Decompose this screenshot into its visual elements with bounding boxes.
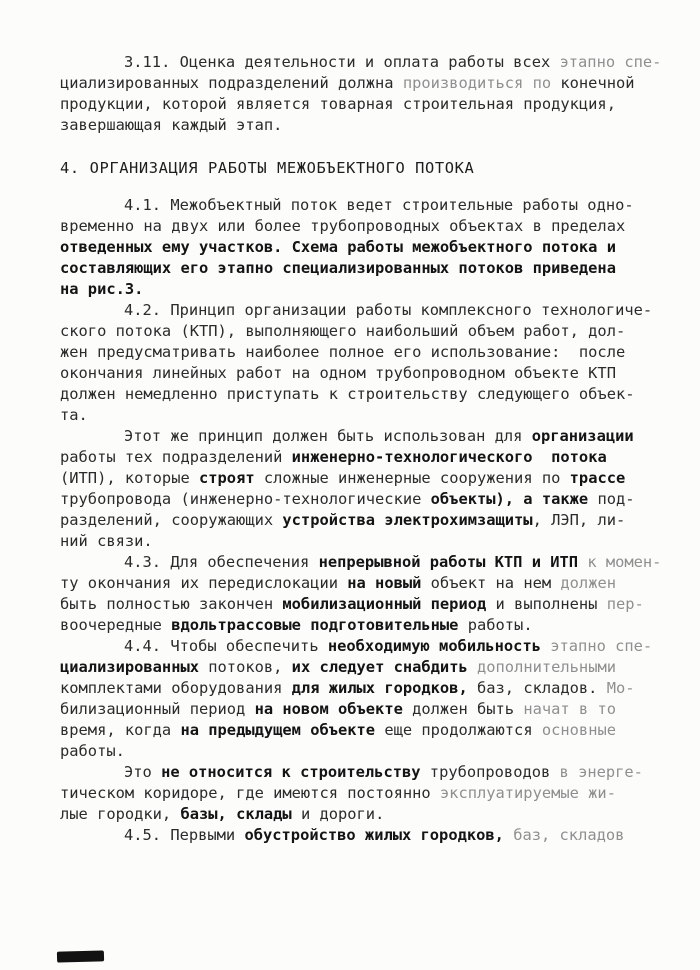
text-segment: баз, складов. [467, 679, 607, 697]
text-segment: 4. ОРГАНИЗАЦИЯ РАБОТЫ МЕЖОБЪЕКТНОГО ПОТОКА [60, 159, 475, 177]
text-line [60, 300, 656, 321]
text-segment: работы тех подразделений [60, 448, 292, 466]
text-line [60, 573, 656, 594]
faded-text-segment: основные [541, 721, 616, 739]
faded-text-segment: к момен- [578, 553, 662, 571]
text-segment: Этот же принцип должен быть использован для [124, 427, 532, 445]
text-segment [533, 448, 552, 466]
text-segment: лые городки, [60, 805, 181, 823]
bold-text-segment: для жилых городков, [291, 679, 468, 697]
faded-text-segment: в энерге- [559, 763, 643, 781]
text-segment: 4.2. Принцип организации работы комплексного технологиче- [124, 301, 653, 319]
text-segment: тическом коридоре, где имеются постоянно [60, 784, 440, 802]
text-segment: время, когда [60, 721, 181, 739]
text-line [60, 699, 656, 720]
bold-text-segment: составляющих его этапно специализированных потоков приведена [60, 259, 616, 277]
text-line [60, 678, 656, 699]
faded-text-segment: эксплуатируемые жи- [439, 784, 616, 802]
text-segment: разделений, сооружающих [60, 511, 283, 529]
bold-text-segment: обустройство жилых городков, [244, 826, 504, 844]
paragraph-4-4 [60, 636, 656, 762]
bold-text-segment: отведенных ему участков. Схема работы межобъектного потока и [60, 238, 616, 256]
paragraph-same-principle [60, 426, 656, 552]
text-segment: потоков, [199, 658, 292, 676]
bold-text-segment: необходимую мобильность [327, 637, 541, 655]
faded-text-segment: начат в то [523, 700, 616, 718]
text-segment: Это [124, 763, 162, 781]
text-line [60, 195, 656, 216]
faded-text-segment: этапно спе- [559, 53, 662, 71]
paragraph-not-applicable [60, 762, 656, 825]
bold-text-segment: организации [531, 427, 634, 445]
text-segment: объект на нем [421, 574, 561, 592]
text-segment: и выполнены [486, 595, 607, 613]
paragraph-3-11 [60, 52, 662, 136]
text-segment: 4.1. Межобъектный поток ведет строительные работы одно- [124, 196, 634, 214]
bold-text-segment: потока [551, 448, 607, 466]
text-segment: (ИТП), которые [60, 469, 199, 487]
text-segment: окончания линейных работ на одном трубопроводном объекте КТП [60, 364, 616, 382]
text-line [60, 552, 662, 573]
text-segment: , ЛЭП, ли- [532, 511, 626, 529]
text-line [60, 468, 656, 489]
bold-text-segment: их следует снабдить [291, 658, 468, 676]
bold-text-segment: на новый [347, 574, 422, 592]
text-line [60, 237, 656, 258]
ink-mark [57, 950, 104, 962]
text-line [60, 447, 656, 468]
faded-text-segment: производиться по [402, 74, 552, 92]
bold-text-segment: инженерно-технологического [291, 448, 533, 466]
text-segment: быть полностью закончен [60, 595, 283, 613]
bold-text-segment: на новом объекте [254, 700, 403, 718]
text-segment: завершающая каждый этап. [60, 116, 283, 134]
text-line [60, 115, 656, 136]
text-segment: под- [588, 490, 635, 508]
text-segment: еще продолжаются [375, 721, 542, 739]
text-line [60, 762, 656, 783]
text-segment: конечной [551, 74, 635, 92]
text-line [60, 321, 656, 342]
text-segment: ний связи. [60, 532, 153, 550]
document-body [60, 52, 662, 846]
text-line [60, 741, 656, 762]
text-segment: ту окончания их передислокации [60, 574, 348, 592]
bold-text-segment: не относится к строительству [161, 763, 421, 781]
text-segment: циализированных подразделений должна [60, 74, 403, 92]
text-line [60, 657, 656, 678]
bold-text-segment: вдольтрассовые подготовительные [171, 616, 459, 634]
faded-text-segment: должен [560, 574, 616, 592]
text-segment: 3.11. Оценка деятельности и оплата работы всех [124, 53, 560, 71]
bold-text-segment: на предыдущем объекте [180, 721, 376, 739]
bold-text-segment: устройства электрохимзащиты [282, 511, 533, 529]
text-segment: комплектами оборудования [60, 679, 292, 697]
text-line [60, 615, 656, 636]
text-segment: та. [60, 406, 88, 424]
text-line [60, 52, 662, 73]
text-line [60, 279, 656, 300]
text-segment: временно на двух или более трубопроводных объектах в пределах [60, 217, 626, 235]
text-line [60, 531, 656, 552]
text-line [60, 804, 656, 825]
text-line [60, 720, 656, 741]
text-segment: работы. [458, 616, 533, 634]
text-line [60, 426, 656, 447]
text-line [60, 73, 656, 94]
faded-text-segment: пер- [606, 595, 644, 613]
text-line [60, 363, 656, 384]
text-line [60, 783, 656, 804]
text-line [60, 405, 656, 426]
bold-text-segment: объекты), а также [430, 490, 589, 508]
paragraph-4-5 [60, 825, 656, 846]
paragraph-4-2 [60, 300, 656, 426]
paragraph-4-3 [60, 552, 662, 636]
paragraph-4-1 [60, 195, 656, 300]
faded-text-segment: баз, складов [513, 826, 625, 844]
bold-text-segment: трассе [569, 469, 626, 487]
bold-text-segment: непрерывной работы КТП и ИТП [318, 553, 579, 571]
bold-text-segment: мобилизационный период [282, 595, 487, 613]
text-line [60, 216, 656, 237]
section-heading [60, 158, 656, 179]
text-segment: 4.3. Для обеспечения [124, 553, 319, 571]
text-segment: 4.5. Первыми [124, 826, 245, 844]
text-segment: билизационный период [60, 700, 255, 718]
text-segment: воочередные [60, 616, 172, 634]
faded-text-segment: дополнительными [467, 658, 616, 676]
bold-text-segment: циализированных [60, 658, 199, 676]
text-segment: и дороги. [291, 805, 385, 823]
text-segment: трубопроводов [420, 763, 560, 781]
text-line [60, 258, 656, 279]
text-line [60, 158, 656, 179]
bold-text-segment: строят [199, 469, 255, 487]
faded-text-segment: Мо- [606, 679, 635, 697]
text-segment: продукции, которой является товарная строительная продукция, [60, 95, 616, 113]
text-line [60, 94, 656, 115]
text-segment: сложные инженерные сооружения по [254, 469, 570, 487]
bold-text-segment: на рис.3. [60, 280, 144, 298]
text-segment: работы. [60, 742, 125, 760]
text-line [60, 825, 656, 846]
text-segment: должен быть [402, 700, 524, 718]
text-segment [504, 826, 513, 844]
text-segment: 4.4. Чтобы обеспечить [124, 637, 328, 655]
text-line [60, 342, 656, 363]
text-line [60, 489, 656, 510]
text-segment: ского потока (КТП), выполняющего наибольший объем работ, дол- [60, 322, 626, 340]
faded-text-segment: этапно спе- [540, 637, 653, 655]
bold-text-segment: базы, склады [180, 805, 292, 823]
text-line [60, 594, 656, 615]
text-line [60, 510, 656, 531]
text-segment: должен немедленно приступать к строительству следующего объек- [60, 385, 635, 403]
text-line [60, 384, 656, 405]
text-segment: жен предусматривать наиболее полное его использование: после [60, 343, 626, 361]
text-line [60, 636, 656, 657]
text-segment: трубопровода (инженерно-технологические [60, 490, 431, 508]
